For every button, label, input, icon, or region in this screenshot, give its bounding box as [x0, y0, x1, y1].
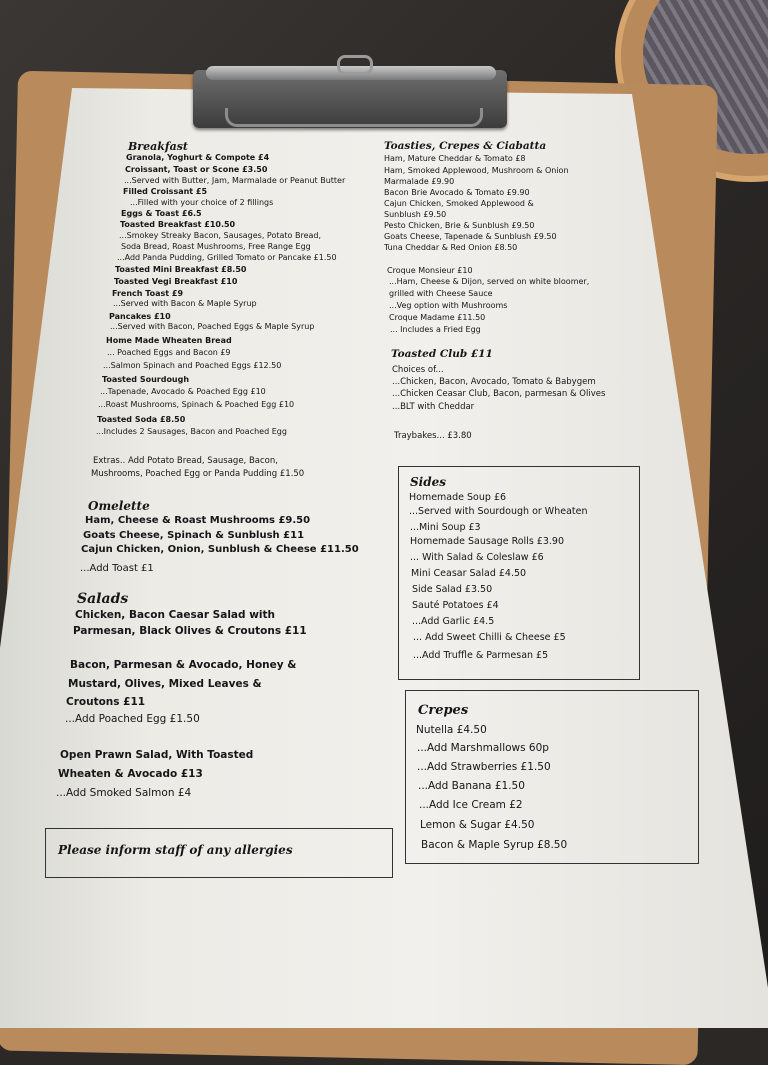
menu-line: Ham, Cheese & Roast Mushrooms £9.50 [85, 515, 311, 526]
menu-line: ...Chicken, Bacon, Avocado, Tomato & Babygem [392, 377, 596, 387]
menu-line: Cajun Chicken, Onion, Sunblush & Cheese £11.50 [81, 544, 359, 555]
menu-line: Sunblush £9.50 [384, 210, 447, 219]
menu-line: Wheaten & Avocado £13 [58, 768, 203, 780]
menu-line: Toasted Vegi Breakfast £10 [114, 277, 238, 286]
menu-line: Mini Ceasar Salad £4.50 [411, 568, 527, 579]
menu-line: ...Roast Mushrooms, Spinach & Poached Egg £10 [98, 400, 295, 409]
toasted-club-heading: Toasted Club £11 [391, 348, 493, 360]
extras-line: Mushrooms, Poached Egg or Panda Pudding £1.50 [91, 469, 305, 479]
menu-line: Home Made Wheaten Bread [106, 336, 232, 345]
menu-line: Tuna Cheddar & Red Onion £8.50 [384, 243, 518, 252]
menu-line: ...Ham, Cheese & Dijon, served on white bloomer, [389, 277, 590, 286]
menu-line: Toasted Sourdough [102, 375, 190, 384]
menu-line: Granola, Yoghurt & Compote £4 [126, 153, 270, 162]
menu-line: Sauté Potatoes £4 [412, 600, 499, 611]
menu-line: Soda Bread, Roast Mushrooms, Free Range Egg [121, 242, 311, 251]
menu-line: Chicken, Bacon Caesar Salad with [75, 609, 275, 621]
menu-line: ...Filled with your choice of 2 fillings [130, 198, 274, 207]
menu-line: ...BLT with Cheddar [392, 402, 475, 412]
menu-line: ...Served with Sourdough or Wheaten [409, 506, 588, 517]
menu-line: ...Add Poached Egg £1.50 [65, 713, 200, 725]
menu-line: Lemon & Sugar £4.50 [420, 819, 535, 831]
menu-line: Toasted Soda £8.50 [97, 415, 186, 424]
extras-line: Extras.. Add Potato Bread, Sausage, Bacon, [93, 456, 278, 466]
menu-line: Cajun Chicken, Smoked Applewood & [384, 199, 534, 208]
menu-line: ...Served with Bacon & Maple Syrup [113, 299, 257, 308]
menu-line: Choices of... [392, 365, 444, 375]
menu-line: Homemade Sausage Rolls £3.90 [410, 536, 564, 547]
menu-line: ...Add Garlic £4.5 [412, 616, 495, 627]
menu-line: Filled Croissant £5 [123, 187, 208, 196]
menu-line: ...Add Ice Cream £2 [419, 799, 523, 811]
menu-line: Croissant, Toast or Scone £3.50 [125, 165, 268, 174]
menu-line: ...Tapenade, Avocado & Poached Egg £10 [100, 387, 266, 396]
menu-line: grilled with Cheese Sauce [389, 289, 493, 298]
menu-line: ...Add Panda Pudding, Grilled Tomato or Pancake £1.50 [117, 253, 337, 262]
menu-line: Ham, Mature Cheddar & Tomato £8 [384, 154, 526, 163]
menu-line: ... Poached Eggs and Bacon £9 [107, 348, 231, 357]
menu-line: Nutella £4.50 [416, 724, 487, 736]
crepes-heading: Crepes [418, 703, 469, 718]
toasties-heading: Toasties, Crepes & Ciabatta [384, 140, 547, 152]
menu-line: Croque Madame £11.50 [389, 313, 486, 322]
menu-line: Bacon, Parmesan & Avocado, Honey & [70, 659, 297, 671]
menu-line: Croutons £11 [66, 696, 146, 708]
menu-line: ...Add Toast £1 [80, 563, 154, 574]
menu-line: ...Add Banana £1.50 [418, 780, 525, 792]
menu-line: Goats Cheese, Spinach & Sunblush £11 [83, 530, 305, 541]
menu-line: ...Includes 2 Sausages, Bacon and Poached Egg [96, 427, 287, 436]
menu-line: ...Add Marshmallows 60p [417, 742, 549, 754]
breakfast-heading: Breakfast [128, 140, 188, 153]
menu-line: ... Includes a Fried Egg [390, 325, 481, 334]
menu-line: ...Add Smoked Salmon £4 [56, 787, 192, 799]
menu-line: ... With Salad & Coleslaw £6 [410, 552, 544, 563]
clip-ring [337, 55, 373, 75]
menu-line: French Toast £9 [112, 289, 184, 298]
omelette-heading: Omelette [88, 499, 150, 513]
menu-line: ...Add Truffle & Parmesan £5 [413, 650, 549, 661]
menu-line: Bacon Brie Avocado & Tomato £9.90 [384, 188, 530, 197]
menu-line: ...Smokey Streaky Bacon, Sausages, Potato Bread, [119, 231, 322, 240]
menu-line: Side Salad £3.50 [412, 584, 493, 595]
menu-line: ...Add Strawberries £1.50 [417, 761, 551, 773]
menu-line: Homemade Soup £6 [409, 492, 507, 503]
salads-heading: Salads [77, 591, 129, 607]
menu-line: ... Add Sweet Chilli & Cheese £5 [413, 632, 566, 643]
clip-wire [225, 108, 483, 127]
menu-line: ...Mini Soup £3 [410, 522, 481, 533]
menu-line: Ham, Smoked Applewood, Mushroom & Onion [384, 166, 569, 175]
menu-line: ...Served with Bacon, Poached Eggs & Maple Syrup [110, 322, 315, 331]
menu-line: Parmesan, Black Olives & Croutons £11 [73, 625, 307, 637]
allergy-notice: Please inform staff of any allergies [58, 843, 293, 857]
menu-line: Toasted Mini Breakfast £8.50 [115, 265, 247, 274]
menu-line: Croque Monsieur £10 [387, 266, 473, 275]
menu-line: Eggs & Toast £6.5 [121, 209, 202, 218]
menu-line: Mustard, Olives, Mixed Leaves & [68, 678, 262, 690]
menu-line: Pesto Chicken, Brie & Sunblush £9.50 [384, 221, 535, 230]
traybakes-line: Traybakes... £3.80 [394, 431, 472, 441]
menu-line: ...Chicken Ceasar Club, Bacon, parmesan & Olives [392, 389, 606, 399]
menu-line: ...Veg option with Mushrooms [389, 301, 508, 310]
menu-line: Bacon & Maple Syrup £8.50 [421, 839, 568, 851]
menu-line: Open Prawn Salad, With Toasted [60, 749, 254, 761]
menu-line: ...Salmon Spinach and Poached Eggs £12.50 [103, 361, 282, 370]
menu-line: Marmalade £9.90 [384, 177, 455, 186]
menu-line: Pancakes £10 [109, 312, 171, 321]
menu-line: ...Served with Butter, Jam, Marmalade or Peanut Butter [124, 176, 346, 185]
menu-line: Goats Cheese, Tapenade & Sunblush £9.50 [384, 232, 557, 241]
menu-line: Toasted Breakfast £10.50 [120, 220, 236, 229]
sides-heading: Sides [410, 475, 447, 489]
